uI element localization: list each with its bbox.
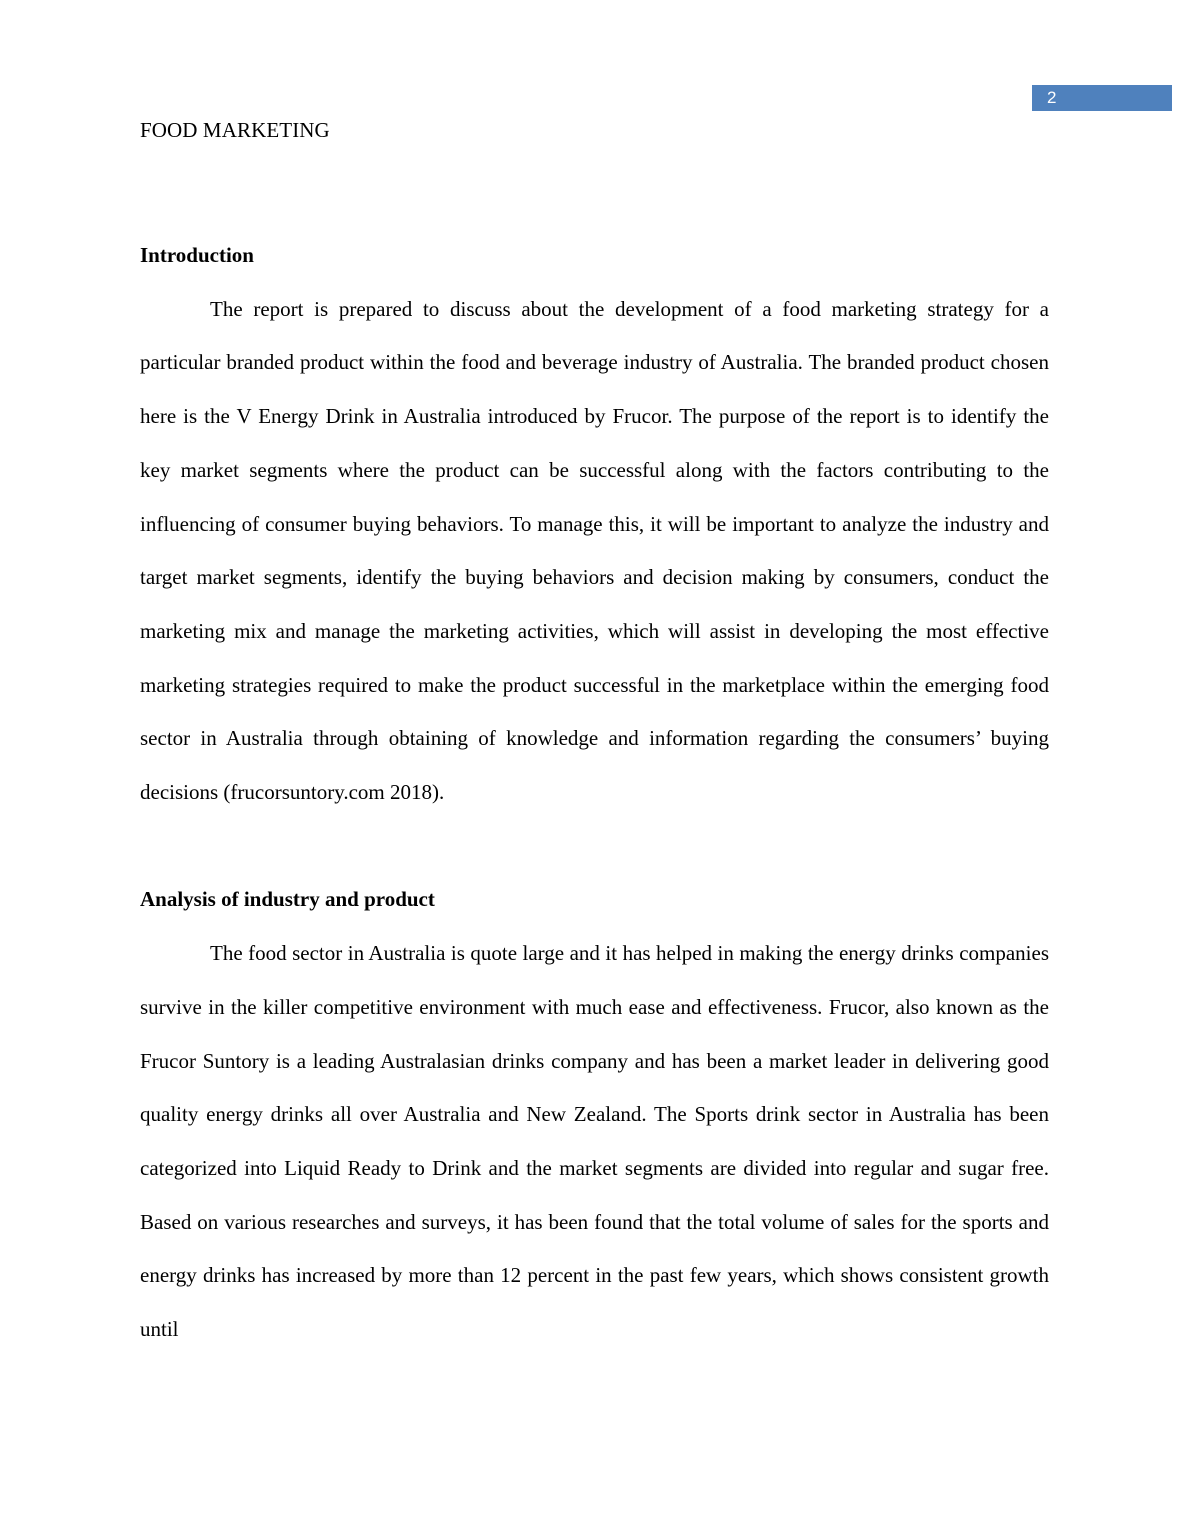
page-number: 2 <box>1032 85 1172 111</box>
document-body <box>140 229 1049 1357</box>
section-spacer <box>140 820 1049 874</box>
introduction-paragraph: The report is prepared to discuss about the development of a food marketing strategy for a particular branded product within the food and beverage industry of Australia. The branded product chosen here is the V Energy Drink in Australia introduced by Frucor. The purpose of the report is to identify the key market segments where the product can be successful along with the factors contributing to the influencing of consumer buying behaviors. To manage this, it will be important to analyze the industry and target market segments, identify the buying behaviors and decision making by consumers, conduct the marketing mix and manage the marketing activities, which will assist in developing the most effective marketing strategies required to make the product successful in the marketplace within the emerging food sector in Australia through obtaining of knowledge and information regarding the consumers’ buying decisions (frucorsuntory.com 2018). <box>140 296 1049 805</box>
section-heading-analysis: Analysis of industry and product <box>140 887 435 912</box>
section-heading-introduction: Introduction <box>140 243 254 267</box>
running-head: FOOD MARKETING <box>140 118 330 142</box>
analysis-paragraph: The food sector in Australia is quote large and it has helped in making the energy drinks companies survive in the killer competitive environment with much ease and effectiveness. Frucor, also known as the Frucor Suntory is a leading Australasian drinks company and has been a market leader in delivering good quality energy drinks all over Australia and New Zealand. The Sports drink sector in Australia has been categorized into Liquid Ready to Drink and the market segments are divided into regular and sugar free. Based on various researches and surveys, it has been found that the total volume of sales for the sports and energy drinks has increased by more than 12 percent in the past few years, which shows consistent growth until <box>140 941 1049 1342</box>
